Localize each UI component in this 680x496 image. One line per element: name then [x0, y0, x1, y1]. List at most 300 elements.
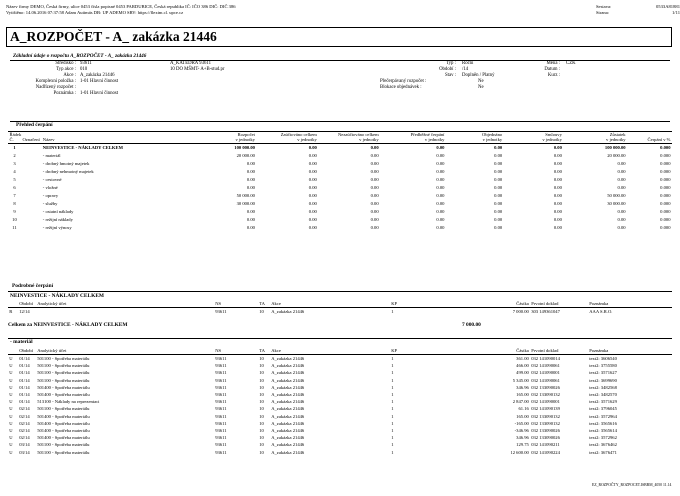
row-nazev: - drobný nehmotný majetek: [42, 168, 94, 174]
detail-ns: 93611: [215, 384, 227, 390]
summary-right: [520, 61, 576, 79]
row-obj: 0.00: [494, 192, 503, 198]
detail-ns: 93611: [215, 363, 227, 369]
row-cerp: 0.000: [660, 152, 671, 158]
prehled-row: [8, 184, 672, 192]
col-sub: v jednotky: [297, 137, 317, 143]
row-cerp: 0.000: [660, 200, 671, 206]
row-oznaceni: [21, 143, 41, 152]
col-doklad: Prvotní doklad: [531, 301, 559, 306]
detail-doklad: 032 141090224: [531, 449, 560, 455]
detail-row: [8, 355, 672, 363]
detail-kp: 1: [391, 399, 394, 405]
detail-ns: 93611: [215, 309, 227, 314]
detail-doklad: 032 141090061: [531, 363, 560, 369]
row-oznaceni: [21, 168, 41, 176]
col-objednano: Objednáno: [482, 132, 503, 137]
row-oznaceni: [21, 192, 41, 200]
col-ns: NS: [215, 348, 222, 353]
detail-akce: A_zakázka 21446: [271, 309, 305, 314]
detail-t: U: [9, 384, 13, 390]
row-predb: 0.00: [436, 184, 445, 190]
row-zust: 0.00: [617, 160, 626, 166]
row-number: 1: [13, 144, 16, 150]
detail-obd: 01/14: [19, 356, 30, 361]
detail-pozn: text2: 3572964: [589, 413, 617, 419]
col-ns: NS: [215, 301, 222, 306]
row-sml: 0.00: [553, 224, 562, 230]
row-number: 6: [13, 184, 16, 190]
detail-obd: 02/14: [19, 428, 30, 434]
detail-row: [8, 420, 672, 427]
report-footer: EZ_ROZPOČTY_ROZPOCET.ISBBM_4050 11.14: [592, 483, 672, 487]
row-zauc: 0.00: [308, 208, 317, 214]
detail-row: [8, 308, 672, 316]
row-number: 2: [13, 152, 16, 158]
detail-doklad: 032 141090001: [531, 370, 560, 376]
row-sml: 0.00: [553, 208, 562, 214]
row-rozpocet: 100 000.00: [234, 144, 255, 150]
col-kp: KP: [391, 301, 398, 306]
row-obj: 0.00: [494, 176, 503, 182]
row-zauc: 0.00: [308, 200, 317, 206]
row-nazev: - vložné: [42, 184, 58, 190]
col-c: Č.: [9, 137, 14, 143]
detail-obd: 01/14: [19, 399, 30, 405]
prehled-row: [8, 152, 672, 160]
row-rozpocet: 0.00: [246, 208, 255, 214]
detail-pozn: text2: 3571629: [589, 399, 617, 405]
row-predb: 0.00: [436, 160, 445, 166]
field-label: Akce :: [63, 73, 76, 78]
detail-row: [8, 449, 672, 456]
summary-heading: Základní údaje o rozpočtu A_ROZPOČET - A_ zakázka 21446: [13, 53, 147, 59]
row-zust: 0.00: [617, 224, 626, 230]
col-akce: Akce: [271, 348, 281, 353]
col-oznaceni: Označení: [22, 137, 40, 143]
field-label: Poznámka :: [53, 91, 76, 96]
detail-ta: 10: [259, 309, 264, 314]
field-value: Ne: [478, 79, 484, 84]
detail-t: U: [9, 449, 13, 455]
prehled-row: [8, 216, 672, 224]
row-oznaceni: [21, 224, 41, 232]
row-oznaceni: [21, 184, 41, 192]
row-rozpocet: 50 000.00: [236, 192, 255, 198]
strana-value: 1/11: [672, 9, 680, 15]
row-sml: 0.00: [553, 200, 562, 206]
detail-doklad: 032 133090132: [531, 392, 560, 398]
detail-row: [8, 398, 672, 405]
detail-castka: 361.00: [516, 356, 529, 361]
row-zust: 20 000.00: [607, 152, 626, 158]
detail-castka: 61.16: [518, 406, 529, 412]
row-obj: 0.00: [494, 208, 503, 214]
col-ucet: Analytický účet: [37, 301, 67, 306]
field-value: /14: [462, 67, 469, 72]
detail-t: U: [9, 356, 13, 361]
detail-kp: 1: [391, 428, 394, 434]
row-zust: 50 000.00: [607, 192, 626, 198]
row-nezauc: 0.00: [370, 160, 379, 166]
podrobne-top-line: [8, 291, 672, 292]
detail-t: U: [9, 370, 13, 376]
detail-ta: 10: [259, 363, 264, 369]
detail-castka: 466.00: [516, 363, 529, 369]
detail-castka: 165.00: [516, 413, 529, 419]
row-predb: 0.00: [436, 168, 445, 174]
detail-obd: 02/14: [19, 420, 30, 426]
field-label: Datum :: [544, 67, 560, 72]
detail-obd: 01/14: [19, 363, 30, 369]
detail-doklad: 032 133090132: [531, 413, 560, 419]
row-cerp: 0.000: [660, 176, 671, 182]
detail-row: [8, 405, 672, 412]
detail-doklad: 032 141090001: [531, 399, 560, 405]
row-sml: 0.00: [553, 184, 562, 190]
detail-ns: 93611: [215, 420, 227, 426]
row-rozpocet: 20 000.00: [236, 152, 255, 158]
field-label: Středisko :: [55, 61, 76, 66]
detail-ucet: 501100 - Spotřeba materiálu: [37, 363, 90, 369]
group2-table: [8, 348, 672, 456]
prehled-row: [8, 143, 672, 152]
row-zust: 0.00: [617, 184, 626, 190]
col-castka: Částka: [516, 301, 529, 306]
detail-pozn: text2: 3676462: [589, 442, 617, 448]
row-nezauc: 0.00: [370, 216, 379, 222]
row-zauc: 0.00: [308, 216, 317, 222]
row-oznaceni: [21, 200, 41, 208]
detail-akce: A_zakázka 21446: [271, 428, 305, 434]
prehled-table: [8, 132, 672, 232]
detail-castka: -165.00: [514, 420, 529, 426]
row-nezauc: 0.00: [370, 200, 379, 206]
prehled-row: [8, 168, 672, 176]
row-nezauc: 0.00: [370, 168, 379, 174]
col-rozpocet: Rozpočet: [237, 132, 255, 137]
detail-pozn: text2: 3565614: [589, 428, 617, 434]
row-cerp: 0.000: [660, 144, 671, 150]
row-nezauc: 0.00: [370, 208, 379, 214]
field-label: Nadřízený rozpočet :: [35, 85, 76, 90]
detail-ucet: 501400 - Spotřeba materiálu: [37, 384, 90, 390]
row-obj: 0.00: [494, 168, 503, 174]
col-cerpani: Čerpání v %: [647, 137, 671, 143]
row-number: 3: [13, 160, 16, 166]
detail-akce: A_zakázka 21446: [271, 406, 305, 412]
detail-ta: 10: [259, 384, 264, 390]
detail-doklad: 032 133090132: [531, 420, 560, 426]
detail-ta: 10: [259, 377, 264, 383]
row-cerp: 0.000: [660, 184, 671, 190]
detail-obd: 01/14: [19, 370, 30, 376]
row-number: 7: [13, 192, 16, 198]
row-zauc: 0.00: [308, 192, 317, 198]
detail-t: U: [9, 435, 13, 441]
detail-row: [8, 369, 672, 376]
col-castka: Částka: [516, 348, 529, 353]
detail-akce: A_zakázka 21446: [271, 442, 305, 448]
detail-ucet: 513100 - Náklady na reprezentaci: [37, 399, 100, 405]
detail-akce: A_zakázka 21446: [271, 435, 305, 441]
row-rozpocet: 0.00: [246, 224, 255, 230]
detail-ns: 93611: [215, 370, 227, 376]
detail-obd: 01/14: [19, 384, 30, 390]
row-nazev: - opravy: [42, 192, 59, 198]
detail-ucet: 501100 - Spotřeba materiálu: [37, 377, 90, 383]
detail-kp: 1: [391, 363, 394, 369]
field-label: Období :: [439, 67, 456, 72]
detail-akce: A_zakázka 21446: [271, 399, 305, 405]
field-value: Roční: [462, 61, 474, 66]
detail-t: U: [9, 428, 13, 434]
field-value: 010: [80, 67, 88, 72]
row-cerp: 0.000: [660, 216, 671, 222]
row-obj: 0.00: [494, 200, 503, 206]
detail-kp: 1: [391, 406, 394, 412]
col-radek: Řádek: [9, 132, 22, 137]
detail-t: U: [9, 399, 13, 405]
detail-row: [8, 413, 672, 420]
row-zauc: 0.00: [308, 160, 317, 166]
group1-title: NEINVESTICE - NÁKLADY CELKEM: [10, 293, 104, 299]
detail-kp: 1: [391, 377, 394, 383]
row-cerp: 0.000: [660, 224, 671, 230]
detail-obd: 02/14: [19, 413, 30, 419]
detail-doklad: 032 133090026: [531, 384, 560, 390]
detail-akce: A_zakázka 21446: [271, 370, 305, 376]
detail-akce: A_zakázka 21446: [271, 377, 305, 383]
field-value-2: 10 DO MŠMT- A+B-stud.pr: [170, 67, 225, 72]
row-cerp: 0.000: [660, 160, 671, 166]
detail-t: U: [9, 406, 13, 412]
detail-ta: 10: [259, 370, 264, 376]
detail-pozn: text2: 3482570: [589, 392, 617, 398]
detail-ns: 93611: [215, 442, 227, 448]
col-sub: v jednotky: [424, 137, 445, 143]
detail-ns: 93611: [215, 399, 227, 405]
col-kp: KP: [391, 348, 398, 353]
field-value: 93611: [80, 61, 92, 66]
detail-akce: A_zakázka 21446: [271, 363, 305, 369]
prehled-row: [8, 192, 672, 200]
row-rozpocet: 0.00: [246, 184, 255, 190]
detail-ucet: 501400 - Spotřeba materiálu: [37, 413, 90, 419]
col-poznamka: Poznámka: [589, 301, 609, 306]
field-label: Komplexní položka :: [35, 79, 76, 84]
col-obdobi: Období: [19, 348, 33, 353]
col-sub: v jednotky: [606, 137, 626, 143]
detail-row: [8, 377, 672, 384]
detail-ta: 10: [259, 428, 264, 434]
detail-akce: A_zakázka 21446: [271, 413, 305, 419]
detail-pozn: text2: 3606540: [589, 356, 617, 361]
detail-ns: 93611: [215, 413, 227, 419]
detail-obd: 03/14: [19, 442, 30, 448]
row-nazev: - ostatní náklady: [42, 208, 74, 214]
row-nazev: - režijní výnosy: [42, 224, 72, 230]
row-nazev: - režijní náklady: [42, 216, 73, 222]
col-sub: v jednotky: [482, 137, 503, 143]
podrobne-heading: Podrobné čerpání: [12, 283, 54, 289]
detail-t: R: [9, 309, 13, 314]
col-ta: TA: [259, 348, 265, 353]
field-value: CZK: [566, 61, 576, 66]
detail-ns: 93611: [215, 392, 227, 398]
row-oznaceni: [21, 176, 41, 184]
row-zauc: 0.00: [308, 152, 317, 158]
detail-ucet: 501400 - Spotřeba materiálu: [37, 420, 90, 426]
row-zust: 30 000.00: [607, 200, 626, 206]
page-title: A_ROZPOČET - A_ zakázka 21446: [10, 29, 217, 44]
detail-t: U: [9, 363, 13, 369]
detail-row: [8, 434, 672, 441]
field-value: Ne: [478, 85, 484, 90]
detail-ns: 93611: [215, 428, 227, 434]
row-zauc: 0.00: [308, 144, 317, 150]
row-zust: 0.00: [617, 216, 626, 222]
prehled-row: [8, 200, 672, 208]
strana-label: Strana:: [596, 9, 610, 15]
row-obj: 0.00: [494, 144, 503, 150]
detail-pozn: text2: 3482568: [589, 384, 617, 390]
row-obj: 0.00: [494, 160, 503, 166]
detail-t: U: [9, 392, 13, 398]
detail-castka: 165.00: [516, 392, 529, 398]
field-label: Blokace objednávek :: [380, 85, 422, 90]
detail-t: U: [9, 377, 13, 383]
detail-row: [8, 441, 672, 448]
field-value: A_zakázka 21446: [80, 73, 115, 78]
row-number: 10: [12, 216, 17, 222]
field-label: Stav :: [444, 73, 456, 78]
row-nezauc: 0.00: [370, 224, 379, 230]
prehled-row: [8, 208, 672, 216]
detail-obd: 01/14: [19, 377, 30, 383]
row-predb: 0.00: [436, 216, 445, 222]
row-oznaceni: [21, 216, 41, 224]
detail-castka: 2 847.00: [512, 399, 529, 405]
row-predb: 0.00: [436, 200, 445, 206]
row-nazev: - drobný hmotný majetek: [42, 160, 90, 166]
field-label: Měna :: [546, 61, 560, 66]
group2-title: - materiál: [10, 339, 33, 345]
prehled-row: [8, 160, 672, 168]
field-label: Kurz :: [547, 73, 560, 78]
detail-ucet: 501100 - Spotřeba materiálu: [37, 449, 90, 455]
row-zust: 100 000.00: [604, 144, 626, 150]
row-predb: 0.00: [436, 192, 445, 198]
detail-ucet: 501400 - Spotřeba materiálu: [37, 392, 90, 398]
row-sml: 0.00: [553, 160, 562, 166]
col-predbezne: Předběžné čerpání: [410, 132, 445, 137]
detail-doklad: 032 141090014: [531, 356, 560, 361]
detail-ns: 93611: [215, 449, 227, 455]
detail-castka: 346.96: [516, 384, 529, 390]
field-value: 1-01 Hlavní činnost: [80, 79, 119, 84]
row-obj: 0.00: [494, 184, 503, 190]
row-sml: 0.00: [553, 176, 562, 182]
detail-ta: 10: [259, 449, 264, 455]
row-nezauc: 0.00: [370, 192, 379, 198]
detail-pozn: AAA S.R.O.: [589, 309, 613, 314]
col-nazev: Název: [42, 137, 55, 143]
detail-obd: 12/14: [19, 309, 30, 314]
detail-ta: 10: [259, 399, 264, 405]
detail-pozn: text2: 3699690: [589, 377, 617, 383]
detail-doklad: 032 141090061: [531, 377, 560, 383]
detail-ucet: 501400 - Spotřeba materiálu: [37, 435, 90, 441]
col-zustatek: Zůstatek: [609, 132, 626, 137]
row-nezauc: 0.00: [370, 144, 379, 150]
detail-akce: A_zakázka 21446: [271, 392, 305, 398]
row-cerp: 0.000: [660, 168, 671, 174]
detail-doklad: 303 149361047: [531, 309, 560, 314]
row-predb: 0.00: [436, 208, 445, 214]
prehled-heading: Přehled čerpání: [16, 122, 53, 128]
detail-row: [8, 384, 672, 391]
row-nazev: - služby: [42, 200, 58, 206]
detail-kp: 1: [391, 309, 394, 314]
col-zauctovano: Zaúčtováno celkem: [280, 132, 317, 137]
detail-castka: 12 600.00: [510, 449, 529, 455]
detail-castka: 129.75: [516, 442, 529, 448]
detail-castka: 5 345.00: [512, 377, 529, 383]
row-zust: 0.00: [617, 208, 626, 214]
row-cerp: 0.000: [660, 192, 671, 198]
detail-row: [8, 427, 672, 434]
detail-castka: -346.96: [514, 428, 529, 434]
detail-kp: 1: [391, 449, 394, 455]
summary-bottom-line: [10, 121, 670, 122]
detail-kp: 1: [391, 370, 394, 376]
row-sml: 0.00: [553, 192, 562, 198]
detail-obd: 01/14: [19, 392, 30, 398]
row-zust: 0.00: [617, 168, 626, 174]
row-predb: 0.00: [436, 152, 445, 158]
col-sub: v jednotky: [235, 137, 255, 143]
detail-doklad: 032 141090139: [531, 406, 560, 412]
row-obj: 0.00: [494, 152, 503, 158]
col-sub: v jednotky: [359, 137, 379, 143]
detail-ucet: 501100 - Spotřeba materiálu: [37, 370, 90, 376]
summary-mid: [380, 61, 495, 91]
col-sub: v jednotky: [542, 137, 562, 143]
field-value: Doplněn / Platný: [462, 73, 495, 78]
row-rozpocet: 30 000.00: [236, 200, 255, 206]
detail-ta: 10: [259, 356, 264, 361]
detail-pozn: text2: 3796045: [589, 406, 617, 412]
detail-obd: 03/14: [19, 449, 30, 455]
detail-kp: 1: [391, 384, 394, 390]
col-ta: TA: [259, 301, 265, 306]
col-doklad: Prvotní doklad: [531, 348, 559, 353]
detail-kp: 1: [391, 420, 394, 426]
detail-ucet: 501100 - Spotřeba materiálu: [37, 442, 90, 448]
detail-castka: 7 000.00: [512, 309, 529, 314]
detail-akce: A_zakázka 21446: [271, 420, 305, 426]
detail-doklad: 032 133090026: [531, 435, 560, 441]
group1-total-value: 7 000.00: [462, 322, 481, 328]
company-line: Název firmy DEMO, Česká firmy, ulice 0453 čísla popisné 0453 PARDUBICE, Česká republika IČ: IČO 386 DIČ: DIČ 386: [6, 4, 236, 9]
detail-kp: 1: [391, 356, 394, 361]
detail-pozn: text2: 3572962: [589, 435, 617, 441]
detail-pozn: text2: 3676471: [589, 449, 617, 455]
detail-akce: A_zakázka 21446: [271, 449, 305, 455]
row-number: 9: [13, 208, 16, 214]
prehled-row: [8, 224, 672, 232]
